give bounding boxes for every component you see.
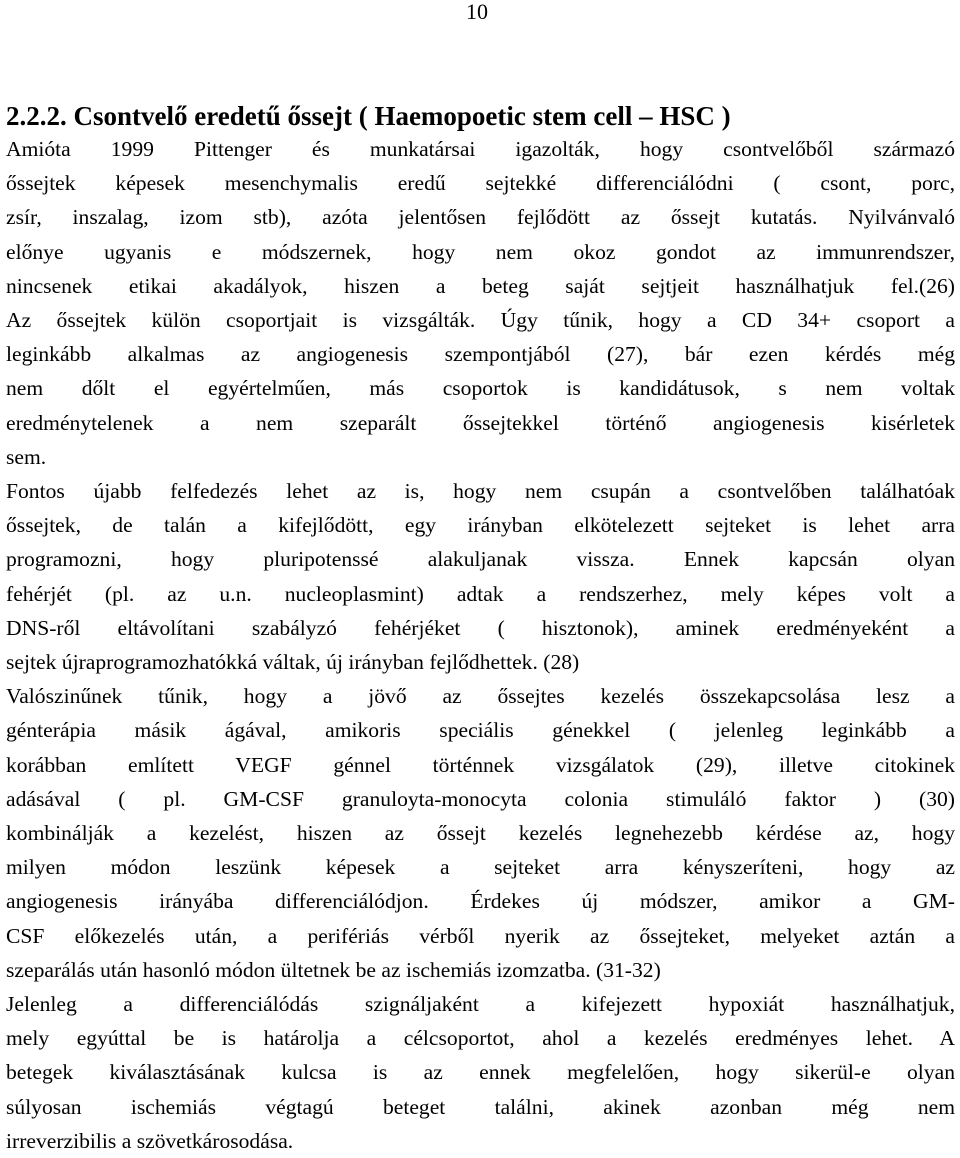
text-line: programozni, hogy pluripotenssé alakuljanak vissza. Ennek kapcsán olyan bbox=[6, 547, 955, 572]
text-line: Valószinűnek tűnik, hogy a jövő az őssejtes kezelés összekapcsolása lesz a bbox=[6, 684, 955, 709]
text-line: zsír, inszalag, izom stb), azóta jelentősen fejlődött az őssejt kutatás. Nyilvánvaló bbox=[6, 205, 955, 230]
text-line: génterápia másik ágával, amikoris speciális génekkel ( jelenleg leginkább a bbox=[6, 718, 955, 743]
paragraph bbox=[6, 679, 955, 987]
text-line: sem. bbox=[6, 444, 47, 469]
text-line: őssejtek képesek mesenchymalis eredű sejtekké differenciálódni ( csont, porc, bbox=[6, 171, 955, 196]
text-line: korábban említett VEGF génnel történnek vizsgálatok (29), illetve citokinek bbox=[6, 752, 955, 777]
text-line: CSF előkezelés után, a perifériás vérből nyerik az őssejteket, melyeket aztán a bbox=[6, 923, 955, 948]
text-line: DNS-ről eltávolítani szabályzó fehérjéket ( hisztonok), aminek eredményeként a bbox=[6, 615, 955, 640]
text-line: eredménytelenek a nem szeparált őssejtekkel történő angiogenesis kisérletek bbox=[6, 410, 955, 435]
paragraph bbox=[6, 474, 955, 679]
text-line: előnye ugyanis e módszernek, hogy nem okoz gondot az immunrendszer, bbox=[6, 239, 955, 264]
text-line: leginkább alkalmas az angiogenesis szempontjából (27), bár ezen kérdés még bbox=[6, 342, 955, 367]
text-line: milyen módon leszünk képesek a sejteket arra kényszeríteni, hogy az bbox=[6, 855, 955, 880]
document-body bbox=[6, 100, 955, 1158]
paragraph bbox=[6, 987, 955, 1158]
paragraph bbox=[6, 132, 955, 474]
text-line: fehérjét (pl. az u.n. nucleoplasmint) adtak a rendszerhez, mely képes volt a bbox=[6, 581, 955, 606]
page-number: 10 bbox=[466, 0, 488, 24]
text-line: szeparálás után hasonló módon ültetnek be az ischemiás izomzatba. (31-32) bbox=[6, 957, 661, 982]
text-line: Jelenleg a differenciálódás szignáljaként a kifejezett hypoxiát használhatjuk, bbox=[6, 992, 955, 1017]
text-line: nincsenek etikai akadályok, hiszen a beteg saját sejtjeit használhatjuk fel.(26) bbox=[6, 273, 955, 298]
text-line: angiogenesis irányába differenciálódjon. Érdekes új módszer, amikor a GM- bbox=[6, 889, 955, 914]
text-line: mely egyúttal be is határolja a célcsoportot, ahol a kezelés eredményes lehet. A bbox=[6, 1026, 955, 1051]
text-line: irreverzibilis a szövetkárosodása. bbox=[6, 1128, 294, 1153]
text-line: Az őssejtek külön csoportjait is vizsgálták. Úgy tűnik, hogy a CD 34+ csoport a bbox=[6, 308, 955, 333]
text-line: nem dőlt el egyértelműen, más csoportok is kandidátusok, s nem voltak bbox=[6, 376, 955, 401]
text-line: betegek kiválasztásának kulcsa is az ennek megfelelően, hogy sikerül-e olyan bbox=[6, 1060, 955, 1085]
section-heading: 2.2.2. Csontvelő eredetű őssejt ( Haemopoetic stem cell – HSC ) bbox=[6, 101, 731, 131]
paragraph-container bbox=[6, 132, 955, 1158]
text-line: kombinálják a kezelést, hiszen az őssejt kezelés legnehezebb kérdése az, hogy bbox=[6, 821, 955, 846]
text-line: őssejtek, de talán a kifejlődött, egy irányban elkötelezett sejteket is lehet arra bbox=[6, 513, 955, 538]
text-line: Amióta 1999 Pittenger és munkatársai igazolták, hogy csontvelőből származó bbox=[6, 137, 955, 161]
text-line: sejtek újraprogramozhatókká váltak, új irányban fejlődhettek. (28) bbox=[6, 650, 580, 675]
text-line: Fontos újabb felfedezés lehet az is, hogy nem csupán a csontvelőben találhatóak bbox=[6, 479, 955, 504]
text-line: adásával ( pl. GM-CSF granuloyta-monocyta colonia stimuláló faktor ) (30) bbox=[6, 786, 955, 811]
text-line: súlyosan ischemiás végtagú beteget találni, akinek azonban még nem bbox=[6, 1094, 955, 1119]
